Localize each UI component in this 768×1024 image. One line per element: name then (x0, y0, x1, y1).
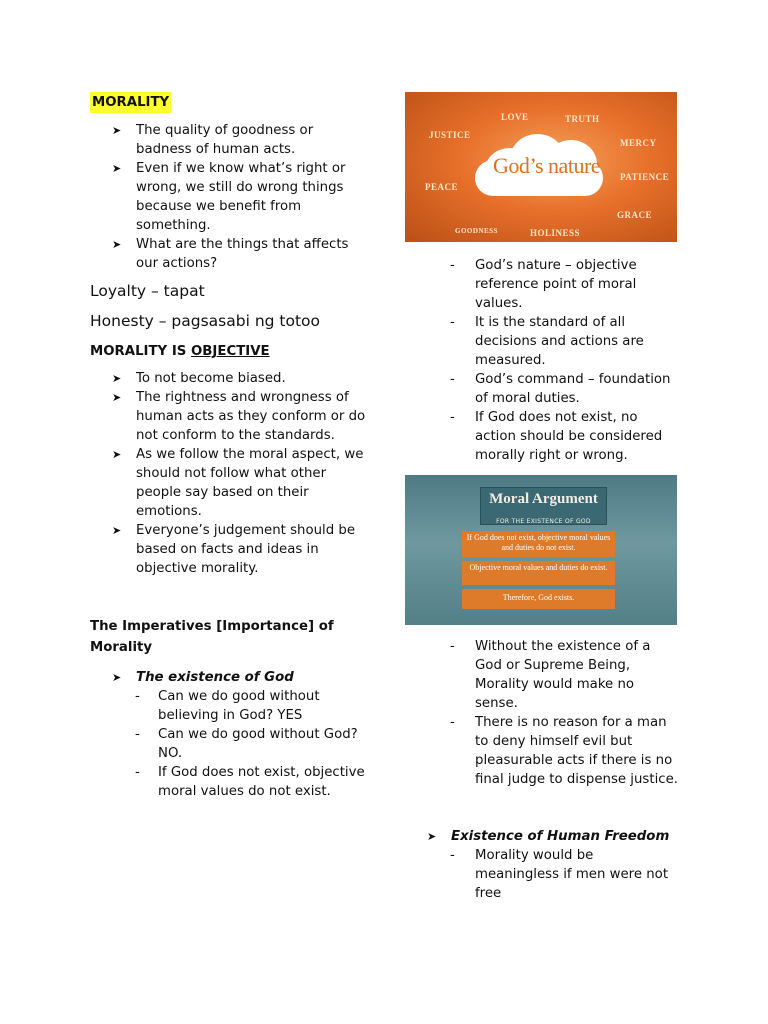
loyalty-line: Loyalty – tapat (90, 282, 205, 300)
list-item: - Without the existence of a God or Supreme Being, Morality would make no sense. (405, 637, 680, 713)
list-item: - There is no reason for a man to deny himself evil but pleasurable acts if there is no final judge to dispense justice. (405, 713, 680, 789)
list-item: ➤ To not become biased. (90, 369, 370, 388)
word-truth: TRUTH (565, 114, 600, 124)
word-patience: PATIENCE (620, 172, 670, 182)
word-holiness: HOLINESS (530, 228, 581, 238)
honesty-line: Honesty – pagsasabi ng totoo (90, 312, 321, 330)
word-mercy: MERCY (620, 138, 657, 148)
moral-argument-ribbon (480, 487, 607, 525)
gods-nature-image (405, 92, 677, 242)
gods-nature-text: God’s nature (493, 153, 601, 178)
list-item: - Can we do good without God? NO. (90, 725, 370, 763)
word-goodness: GOODNESS (455, 227, 498, 235)
word-love: LOVE (501, 112, 529, 122)
human-freedom-list (405, 846, 680, 903)
gods-nature-list (405, 256, 680, 465)
argument-box: Objective moral values and duties do exist. (462, 561, 615, 585)
imperatives-heading: The Imperatives [Importance] of Morality (90, 619, 334, 655)
moral-argument-list (405, 637, 680, 789)
moral-argument-image (405, 475, 677, 625)
list-item: ➤ The quality of goodness or badness of human acts. (90, 121, 370, 159)
objective-heading-prefix: MORALITY IS (90, 344, 191, 359)
moral-argument-title: Moral Argument (489, 491, 598, 507)
list-item: - It is the standard of all decisions and actions are measured. (405, 313, 680, 370)
list-item: - Morality would be meaningless if men were not free (405, 846, 680, 903)
word-peace: PEACE (425, 182, 459, 192)
list-item: - If God does not exist, no action should be considered morally right or wrong. (405, 408, 680, 465)
objective-heading (90, 342, 370, 361)
argument-box: If God does not exist, objective moral values and duties do not exist. (462, 531, 615, 557)
list-item: - God’s command – foundation of moral duties. (405, 370, 680, 408)
right-column (405, 92, 680, 903)
existence-god-list (90, 687, 370, 801)
list-item: - If God does not exist, objective moral values do not exist. (90, 763, 370, 801)
left-column (90, 92, 370, 801)
list-item: ➤ Everyone’s judgement should be based on facts and ideas in objective morality. (90, 521, 370, 578)
word-justice: JUSTICE (429, 130, 471, 140)
human-freedom-title: ➤ Existence of Human Freedom (405, 827, 680, 846)
list-item: - God’s nature – objective reference point of moral values. (405, 256, 680, 313)
objective-heading-word: OBJECTIVE (190, 344, 270, 359)
list-item: ➤ Even if we know what’s right or wrong, we still do wrong things because we benefit from something. (90, 159, 370, 235)
list-item: ➤ What are the things that affects our actions? (90, 235, 370, 273)
existence-god-title: ➤ The existence of God (90, 668, 370, 687)
word-grace: GRACE (617, 210, 653, 220)
morality-title: MORALITY (90, 92, 171, 113)
morality-points-list (90, 121, 370, 273)
list-item: - Can we do good without believing in God? YES (90, 687, 370, 725)
list-item: ➤ As we follow the moral aspect, we should not follow what other people say based on their emotions. (90, 445, 370, 521)
list-item: ➤ The rightness and wrongness of human acts as they conform or do not conform to the standards. (90, 388, 370, 445)
objective-points-list (90, 369, 370, 578)
moral-argument-subtitle: FOR THE EXISTENCE OF GOD (496, 518, 591, 525)
argument-box: Therefore, God exists. (462, 589, 615, 609)
